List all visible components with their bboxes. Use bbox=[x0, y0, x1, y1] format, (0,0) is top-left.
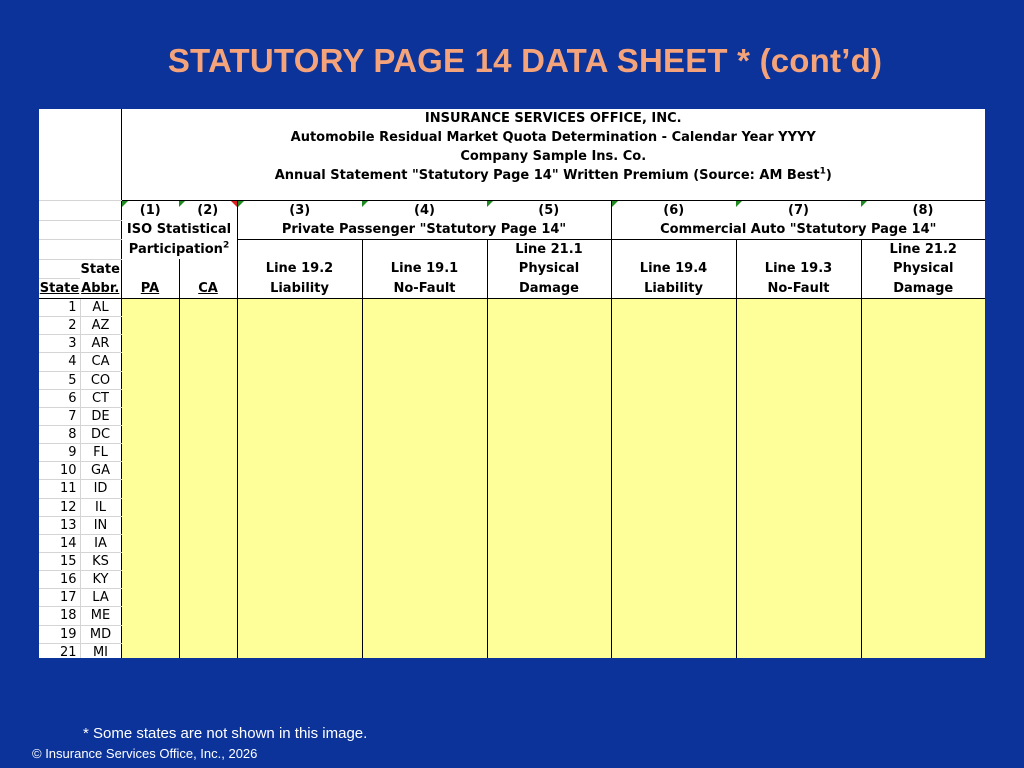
data-entry-cell[interactable] bbox=[362, 371, 487, 389]
state-number: 21 bbox=[39, 643, 80, 658]
data-entry-cell[interactable] bbox=[121, 335, 179, 353]
data-entry-cell[interactable] bbox=[179, 317, 237, 335]
data-entry-cell[interactable] bbox=[861, 643, 985, 658]
state-abbr: IL bbox=[80, 498, 121, 516]
data-entry-cell[interactable] bbox=[736, 534, 861, 552]
data-entry-cell[interactable] bbox=[362, 407, 487, 425]
data-entry-cell[interactable] bbox=[861, 607, 985, 625]
data-entry-cell[interactable] bbox=[179, 425, 237, 443]
data-entry-cell[interactable] bbox=[611, 371, 736, 389]
table-row bbox=[39, 335, 985, 353]
table-row bbox=[39, 516, 985, 534]
copyright: © Insurance Services Office, Inc., 2026 bbox=[32, 746, 258, 761]
data-entry-cell[interactable] bbox=[611, 625, 736, 643]
data-entry-cell[interactable] bbox=[179, 589, 237, 607]
data-entry-cell[interactable] bbox=[121, 462, 179, 480]
data-entry-cell[interactable] bbox=[611, 589, 736, 607]
data-entry-cell[interactable] bbox=[736, 480, 861, 498]
data-entry-cell[interactable] bbox=[237, 335, 362, 353]
col3-desc: Liability bbox=[237, 279, 362, 299]
data-entry-cell[interactable] bbox=[179, 571, 237, 589]
table-row bbox=[39, 498, 985, 516]
data-entry-cell[interactable] bbox=[861, 534, 985, 552]
data-entry-cell[interactable] bbox=[362, 625, 487, 643]
data-entry-cell[interactable] bbox=[237, 353, 362, 371]
state-abbr: LA bbox=[80, 589, 121, 607]
state-number: 6 bbox=[39, 389, 80, 407]
col7-line: Line 19.3 bbox=[736, 259, 861, 279]
data-entry-cell[interactable] bbox=[736, 299, 861, 317]
state-abbr: KY bbox=[80, 571, 121, 589]
data-entry-cell[interactable] bbox=[362, 389, 487, 407]
data-entry-cell[interactable] bbox=[362, 534, 487, 552]
data-entry-cell[interactable] bbox=[121, 425, 179, 443]
data-sheet-table bbox=[39, 109, 985, 658]
data-entry-cell[interactable] bbox=[237, 389, 362, 407]
table-row bbox=[39, 444, 985, 462]
data-entry-cell[interactable] bbox=[487, 444, 611, 462]
table-row bbox=[39, 625, 985, 643]
data-entry-cell[interactable] bbox=[362, 353, 487, 371]
table-row bbox=[39, 407, 985, 425]
state-number: 13 bbox=[39, 516, 80, 534]
data-entry-cell[interactable] bbox=[121, 607, 179, 625]
data-entry-cell[interactable] bbox=[179, 625, 237, 643]
data-entry-cell[interactable] bbox=[611, 425, 736, 443]
sheet-header-line-1: INSURANCE SERVICES OFFICE, INC. bbox=[424, 111, 682, 126]
data-entry-cell[interactable] bbox=[362, 317, 487, 335]
state-number: 11 bbox=[39, 480, 80, 498]
col6-desc: Liability bbox=[611, 279, 736, 299]
data-entry-cell[interactable] bbox=[237, 444, 362, 462]
page-title: STATUTORY PAGE 14 DATA SHEET * (cont’d) bbox=[167, 42, 883, 79]
col-number-3: (3) bbox=[237, 201, 362, 221]
data-entry-cell[interactable] bbox=[121, 480, 179, 498]
data-entry-cell[interactable] bbox=[736, 571, 861, 589]
state-abbr: CA bbox=[80, 353, 121, 371]
data-entry-cell[interactable] bbox=[237, 534, 362, 552]
data-entry-cell[interactable] bbox=[487, 462, 611, 480]
table-row bbox=[39, 299, 985, 317]
data-entry-cell[interactable] bbox=[736, 371, 861, 389]
data-entry-cell[interactable] bbox=[237, 625, 362, 643]
state-number: 2 bbox=[39, 317, 80, 335]
data-entry-cell[interactable] bbox=[362, 498, 487, 516]
private-passenger-group: Private Passenger "Statutory Page 14" bbox=[237, 220, 611, 240]
data-entry-cell[interactable] bbox=[121, 534, 179, 552]
table-row bbox=[39, 425, 985, 443]
state-header: State bbox=[39, 279, 80, 299]
pa-header: PA bbox=[121, 279, 179, 299]
table-row bbox=[39, 317, 985, 335]
data-entry-cell[interactable] bbox=[179, 534, 237, 552]
data-entry-cell[interactable] bbox=[861, 480, 985, 498]
data-entry-cell[interactable] bbox=[736, 462, 861, 480]
data-entry-cell[interactable] bbox=[179, 498, 237, 516]
state-number: 9 bbox=[39, 444, 80, 462]
sheet-header-line-3: Company Sample Ins. Co. bbox=[460, 149, 647, 164]
sheet-header-line-4: Annual Statement "Statutory Page 14" Written Premium (Source: AM Best$^1$) bbox=[274, 166, 832, 183]
data-entry-cell[interactable] bbox=[179, 389, 237, 407]
col8-line: Line 21.2 bbox=[861, 240, 985, 260]
data-entry-cell[interactable] bbox=[736, 589, 861, 607]
footnote: * Some states are not shown in this image. bbox=[83, 725, 368, 742]
state-number: 3 bbox=[39, 335, 80, 353]
data-entry-cell[interactable] bbox=[121, 407, 179, 425]
data-entry-cell[interactable] bbox=[861, 389, 985, 407]
data-entry-cell[interactable] bbox=[736, 407, 861, 425]
data-entry-cell[interactable] bbox=[611, 389, 736, 407]
data-entry-cell[interactable] bbox=[736, 607, 861, 625]
data-entry-cell[interactable] bbox=[179, 643, 237, 658]
data-entry-cell[interactable] bbox=[121, 353, 179, 371]
data-entry-cell[interactable] bbox=[611, 299, 736, 317]
col6-line: Line 19.4 bbox=[611, 259, 736, 279]
col7-desc: No-Fault bbox=[736, 279, 861, 299]
data-entry-cell[interactable] bbox=[237, 552, 362, 570]
data-entry-cell[interactable] bbox=[487, 607, 611, 625]
col5-desc: Damage bbox=[487, 279, 611, 299]
data-entry-cell[interactable] bbox=[611, 516, 736, 534]
data-entry-cell[interactable] bbox=[237, 643, 362, 658]
col5-line: Line 21.1 bbox=[487, 240, 611, 260]
state-number: 8 bbox=[39, 425, 80, 443]
data-entry-cell[interactable] bbox=[861, 571, 985, 589]
data-entry-cell[interactable] bbox=[121, 552, 179, 570]
data-entry-cell[interactable] bbox=[179, 444, 237, 462]
data-entry-cell[interactable] bbox=[237, 498, 362, 516]
data-entry-cell[interactable] bbox=[487, 625, 611, 643]
col-number-5: (5) bbox=[487, 201, 611, 221]
data-entry-cell[interactable] bbox=[861, 425, 985, 443]
data-entry-cell[interactable] bbox=[487, 516, 611, 534]
data-entry-cell[interactable] bbox=[861, 589, 985, 607]
data-entry-cell[interactable] bbox=[611, 407, 736, 425]
data-entry-cell[interactable] bbox=[611, 607, 736, 625]
state-abbr: AR bbox=[80, 335, 121, 353]
data-entry-cell[interactable] bbox=[179, 335, 237, 353]
data-entry-cell[interactable] bbox=[611, 444, 736, 462]
state-abbr: AZ bbox=[80, 317, 121, 335]
data-entry-cell[interactable] bbox=[487, 643, 611, 658]
data-entry-cell[interactable] bbox=[179, 299, 237, 317]
table-row bbox=[39, 607, 985, 625]
data-entry-cell[interactable] bbox=[861, 462, 985, 480]
blank-cell bbox=[80, 109, 121, 201]
data-entry-cell[interactable] bbox=[736, 552, 861, 570]
col8-desc: Damage bbox=[861, 279, 985, 299]
data-entry-cell[interactable] bbox=[121, 571, 179, 589]
data-entry-cell[interactable] bbox=[179, 607, 237, 625]
state-abbr: CO bbox=[80, 371, 121, 389]
data-entry-cell[interactable] bbox=[237, 589, 362, 607]
data-entry-cell[interactable] bbox=[861, 335, 985, 353]
data-entry-cell[interactable] bbox=[362, 425, 487, 443]
table-row bbox=[39, 353, 985, 371]
col4-desc: No-Fault bbox=[362, 279, 487, 299]
data-entry-cell[interactable] bbox=[487, 552, 611, 570]
state-number: 14 bbox=[39, 534, 80, 552]
data-entry-cell[interactable] bbox=[736, 643, 861, 658]
state-abbr: DC bbox=[80, 425, 121, 443]
data-entry-cell[interactable] bbox=[611, 498, 736, 516]
state-number: 17 bbox=[39, 589, 80, 607]
col-number-7: (7) bbox=[736, 201, 861, 221]
data-entry-cell[interactable] bbox=[237, 462, 362, 480]
data-entry-cell[interactable] bbox=[179, 407, 237, 425]
data-entry-cell[interactable] bbox=[487, 335, 611, 353]
data-entry-cell[interactable] bbox=[736, 425, 861, 443]
data-entry-cell[interactable] bbox=[362, 480, 487, 498]
col3-line: Line 19.2 bbox=[237, 259, 362, 279]
state-number: 10 bbox=[39, 462, 80, 480]
col-number-4: (4) bbox=[362, 201, 487, 221]
blank-cell bbox=[39, 109, 80, 201]
data-entry-cell[interactable] bbox=[487, 407, 611, 425]
state-number: 15 bbox=[39, 552, 80, 570]
data-entry-cell[interactable] bbox=[611, 335, 736, 353]
sheet-header-line-2: Automobile Residual Market Quota Determination - Calendar Year YYYY bbox=[290, 130, 816, 145]
data-entry-cell[interactable] bbox=[179, 462, 237, 480]
table-row bbox=[39, 571, 985, 589]
state-abbr: CT bbox=[80, 389, 121, 407]
data-entry-cell[interactable] bbox=[362, 643, 487, 658]
data-entry-cell[interactable] bbox=[121, 498, 179, 516]
data-entry-cell[interactable] bbox=[362, 552, 487, 570]
data-entry-cell[interactable] bbox=[611, 534, 736, 552]
data-entry-cell[interactable] bbox=[736, 625, 861, 643]
data-entry-cell[interactable] bbox=[362, 516, 487, 534]
data-entry-cell[interactable] bbox=[611, 643, 736, 658]
data-entry-cell[interactable] bbox=[237, 571, 362, 589]
state-abbr: KS bbox=[80, 552, 121, 570]
data-entry-cell[interactable] bbox=[237, 516, 362, 534]
data-entry-cell[interactable] bbox=[611, 552, 736, 570]
data-entry-cell[interactable] bbox=[736, 516, 861, 534]
data-entry-cell[interactable] bbox=[237, 480, 362, 498]
data-entry-cell[interactable] bbox=[179, 552, 237, 570]
data-entry-cell[interactable] bbox=[487, 389, 611, 407]
data-entry-cell[interactable] bbox=[487, 425, 611, 443]
data-entry-cell[interactable] bbox=[121, 371, 179, 389]
state-abbr: IN bbox=[80, 516, 121, 534]
data-entry-cell[interactable] bbox=[861, 317, 985, 335]
data-entry-cell[interactable] bbox=[861, 498, 985, 516]
data-entry-cell[interactable] bbox=[121, 589, 179, 607]
data-entry-cell[interactable] bbox=[121, 317, 179, 335]
data-entry-cell[interactable] bbox=[362, 335, 487, 353]
data-entry-cell[interactable] bbox=[736, 498, 861, 516]
table-row bbox=[39, 643, 985, 658]
state-abbr: DE bbox=[80, 407, 121, 425]
data-entry-cell[interactable] bbox=[487, 299, 611, 317]
data-entry-cell[interactable] bbox=[736, 353, 861, 371]
state-abbr: IA bbox=[80, 534, 121, 552]
table-row bbox=[39, 534, 985, 552]
data-entry-cell[interactable] bbox=[237, 299, 362, 317]
iso-statistical-label: ISO Statistical bbox=[121, 220, 237, 240]
data-entry-cell[interactable] bbox=[861, 371, 985, 389]
data-entry-cell[interactable] bbox=[487, 353, 611, 371]
data-entry-cell[interactable] bbox=[362, 571, 487, 589]
commercial-auto-group: Commercial Auto "Statutory Page 14" bbox=[611, 220, 985, 240]
state-number: 5 bbox=[39, 371, 80, 389]
state-number: 16 bbox=[39, 571, 80, 589]
data-entry-cell[interactable] bbox=[121, 389, 179, 407]
state-abbr: GA bbox=[80, 462, 121, 480]
iso-participation-label: Participation$^2$ bbox=[121, 240, 237, 260]
table-row bbox=[39, 462, 985, 480]
data-entry-cell[interactable] bbox=[611, 462, 736, 480]
data-entry-cell[interactable] bbox=[487, 571, 611, 589]
table-row bbox=[39, 371, 985, 389]
sheet-header bbox=[121, 109, 985, 201]
data-entry-cell[interactable] bbox=[487, 498, 611, 516]
data-entry-cell[interactable] bbox=[121, 444, 179, 462]
data-entry-cell[interactable] bbox=[362, 462, 487, 480]
table-row bbox=[39, 389, 985, 407]
data-entry-cell[interactable] bbox=[179, 371, 237, 389]
data-entry-cell[interactable] bbox=[736, 444, 861, 462]
data-entry-cell[interactable] bbox=[611, 571, 736, 589]
state-abbr: MD bbox=[80, 625, 121, 643]
data-entry-cell[interactable] bbox=[861, 625, 985, 643]
data-entry-cell[interactable] bbox=[487, 371, 611, 389]
data-entry-cell[interactable] bbox=[362, 607, 487, 625]
data-entry-cell[interactable] bbox=[179, 480, 237, 498]
state-number: 18 bbox=[39, 607, 80, 625]
col5-physical: Physical bbox=[487, 259, 611, 279]
data-entry-cell[interactable] bbox=[861, 552, 985, 570]
col-number-1: (1) bbox=[121, 201, 179, 221]
data-entry-cell[interactable] bbox=[736, 335, 861, 353]
data-entry-cell[interactable] bbox=[362, 444, 487, 462]
data-entry-cell[interactable] bbox=[121, 625, 179, 643]
data-entry-cell[interactable] bbox=[362, 589, 487, 607]
state-abbr: FL bbox=[80, 444, 121, 462]
state-number: 1 bbox=[39, 299, 80, 317]
state-number: 7 bbox=[39, 407, 80, 425]
state-number: 19 bbox=[39, 625, 80, 643]
data-entry-cell[interactable] bbox=[179, 516, 237, 534]
data-sheet bbox=[39, 109, 985, 658]
data-entry-cell[interactable] bbox=[237, 407, 362, 425]
col8-physical: Physical bbox=[861, 259, 985, 279]
data-entry-cell[interactable] bbox=[487, 480, 611, 498]
data-entry-cell[interactable] bbox=[362, 299, 487, 317]
data-entry-cell[interactable] bbox=[861, 353, 985, 371]
data-entry-cell[interactable] bbox=[237, 607, 362, 625]
state-abbr: ID bbox=[80, 480, 121, 498]
table-row bbox=[39, 589, 985, 607]
state-number: 4 bbox=[39, 353, 80, 371]
ca-header: CA bbox=[179, 279, 237, 299]
col-number-6: (6) bbox=[611, 201, 736, 221]
col-number-8: (8) bbox=[861, 201, 985, 221]
data-entry-cell[interactable] bbox=[121, 516, 179, 534]
data-entry-cell[interactable] bbox=[237, 317, 362, 335]
data-entry-cell[interactable] bbox=[611, 353, 736, 371]
state-abbr-header: Abbr. bbox=[80, 279, 121, 299]
data-entry-cell[interactable] bbox=[861, 299, 985, 317]
data-entry-cell[interactable] bbox=[487, 589, 611, 607]
data-entry-cell[interactable] bbox=[121, 299, 179, 317]
data-entry-cell[interactable] bbox=[861, 407, 985, 425]
data-entry-cell[interactable] bbox=[487, 317, 611, 335]
data-entry-cell[interactable] bbox=[179, 353, 237, 371]
state-abbr-header-top: State bbox=[80, 261, 120, 277]
data-entry-cell[interactable] bbox=[237, 371, 362, 389]
data-entry-cell[interactable] bbox=[736, 317, 861, 335]
data-entry-cell[interactable] bbox=[121, 643, 179, 658]
data-entry-cell[interactable] bbox=[487, 534, 611, 552]
state-abbr: AL bbox=[80, 299, 121, 317]
col4-line: Line 19.1 bbox=[362, 259, 487, 279]
data-entry-cell[interactable] bbox=[736, 389, 861, 407]
table-row bbox=[39, 552, 985, 570]
data-entry-cell[interactable] bbox=[861, 516, 985, 534]
state-abbr: ME bbox=[80, 607, 121, 625]
data-entry-cell[interactable] bbox=[861, 444, 985, 462]
state-number: 12 bbox=[39, 498, 80, 516]
data-entry-cell[interactable] bbox=[237, 425, 362, 443]
table-row bbox=[39, 480, 985, 498]
data-entry-cell[interactable] bbox=[611, 480, 736, 498]
col-number-2: (2) bbox=[179, 201, 237, 221]
data-entry-cell[interactable] bbox=[611, 317, 736, 335]
state-abbr: MI bbox=[80, 643, 121, 658]
